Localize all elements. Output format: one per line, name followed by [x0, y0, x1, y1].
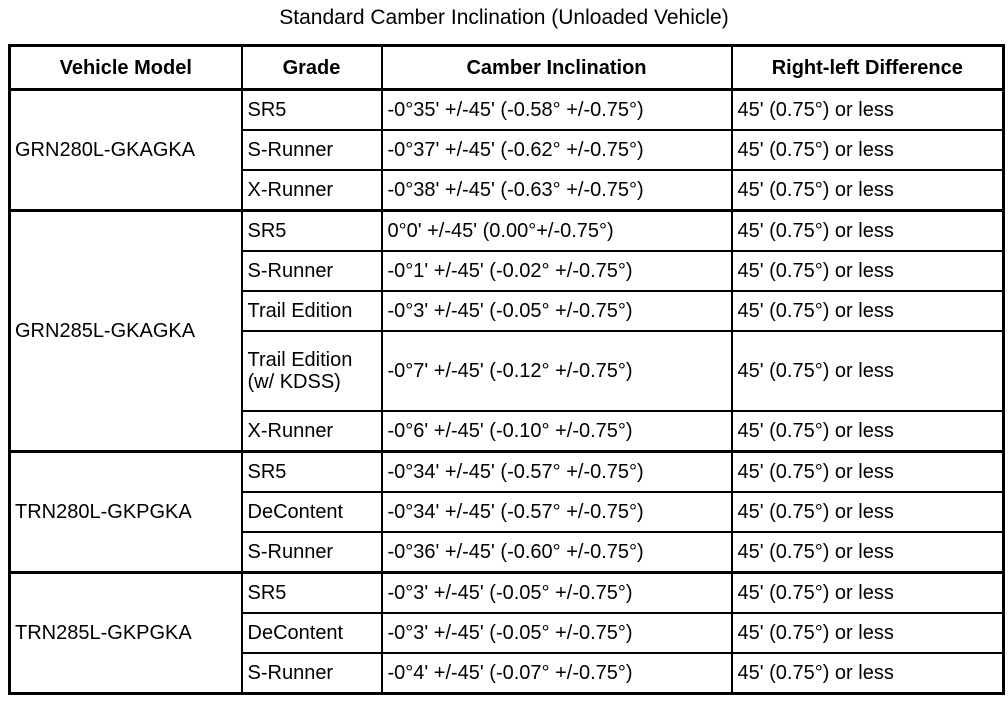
camber-cell: -0°37' +/-45' (-0.62° +/-0.75°): [382, 130, 732, 170]
vehicle-model-cell: TRN280L-GKPGKA: [10, 452, 242, 573]
grade-cell: SR5: [242, 211, 382, 252]
grade-cell: S-Runner: [242, 130, 382, 170]
table-row: [10, 211, 1004, 252]
group-trn285l: [10, 573, 1004, 694]
camber-cell: -0°34' +/-45' (-0.57° +/-0.75°): [382, 452, 732, 493]
grade-cell: S-Runner: [242, 532, 382, 573]
table-row: [10, 90, 1004, 131]
difference-cell: 45' (0.75°) or less: [732, 452, 1004, 493]
grade-cell: SR5: [242, 573, 382, 614]
difference-cell: 45' (0.75°) or less: [732, 90, 1004, 131]
page-title: Standard Camber Inclination (Unloaded Vehicle): [279, 6, 729, 29]
grade-cell: X-Runner: [242, 411, 382, 452]
vehicle-model-cell: GRN285L-GKAGKA: [10, 211, 242, 452]
grade-cell: X-Runner: [242, 170, 382, 211]
difference-cell: 45' (0.75°) or less: [732, 211, 1004, 252]
difference-cell: 45' (0.75°) or less: [732, 251, 1004, 291]
camber-cell: -0°7' +/-45' (-0.12° +/-0.75°): [382, 331, 732, 411]
difference-cell: 45' (0.75°) or less: [732, 170, 1004, 211]
grade-cell: S-Runner: [242, 653, 382, 694]
vehicle-model-cell: GRN280L-GKAGKA: [10, 90, 242, 211]
header-camber-inclination: Camber Inclination: [382, 46, 732, 90]
header-right-left-difference: Right-left Difference: [732, 46, 1004, 90]
group-grn285l: [10, 211, 1004, 452]
grade-cell: DeContent: [242, 492, 382, 532]
table-row: [10, 452, 1004, 493]
camber-table: [8, 44, 1005, 695]
table-row: [10, 573, 1004, 614]
header-vehicle-model: Vehicle Model: [10, 46, 242, 90]
camber-cell: -0°6' +/-45' (-0.10° +/-0.75°): [382, 411, 732, 452]
grade-cell: SR5: [242, 452, 382, 493]
difference-cell: 45' (0.75°) or less: [732, 130, 1004, 170]
grade-cell: SR5: [242, 90, 382, 131]
grade-cell: Trail Edition: [242, 291, 382, 331]
grade-cell: Trail Edition (w/ KDSS): [242, 331, 382, 411]
camber-cell: -0°1' +/-45' (-0.02° +/-0.75°): [382, 251, 732, 291]
difference-cell: 45' (0.75°) or less: [732, 492, 1004, 532]
header-grade: Grade: [242, 46, 382, 90]
difference-cell: 45' (0.75°) or less: [732, 613, 1004, 653]
vehicle-model-cell: TRN285L-GKPGKA: [10, 573, 242, 694]
group-grn280l: [10, 90, 1004, 211]
camber-cell: 0°0' +/-45' (0.00°+/-0.75°): [382, 211, 732, 252]
camber-cell: -0°3' +/-45' (-0.05° +/-0.75°): [382, 573, 732, 614]
table-header: [10, 46, 1004, 90]
camber-cell: -0°36' +/-45' (-0.60° +/-0.75°): [382, 532, 732, 573]
camber-cell: -0°34' +/-45' (-0.57° +/-0.75°): [382, 492, 732, 532]
camber-cell: -0°4' +/-45' (-0.07° +/-0.75°): [382, 653, 732, 694]
camber-cell: -0°3' +/-45' (-0.05° +/-0.75°): [382, 613, 732, 653]
grade-cell: DeContent: [242, 613, 382, 653]
difference-cell: 45' (0.75°) or less: [732, 532, 1004, 573]
camber-cell: -0°3' +/-45' (-0.05° +/-0.75°): [382, 291, 732, 331]
camber-cell: -0°35' +/-45' (-0.58° +/-0.75°): [382, 90, 732, 131]
group-trn280l: [10, 452, 1004, 573]
camber-cell: -0°38' +/-45' (-0.63° +/-0.75°): [382, 170, 732, 211]
difference-cell: 45' (0.75°) or less: [732, 291, 1004, 331]
difference-cell: 45' (0.75°) or less: [732, 411, 1004, 452]
difference-cell: 45' (0.75°) or less: [732, 573, 1004, 614]
difference-cell: 45' (0.75°) or less: [732, 331, 1004, 411]
header-row: [10, 46, 1004, 90]
difference-cell: 45' (0.75°) or less: [732, 653, 1004, 694]
grade-cell: S-Runner: [242, 251, 382, 291]
